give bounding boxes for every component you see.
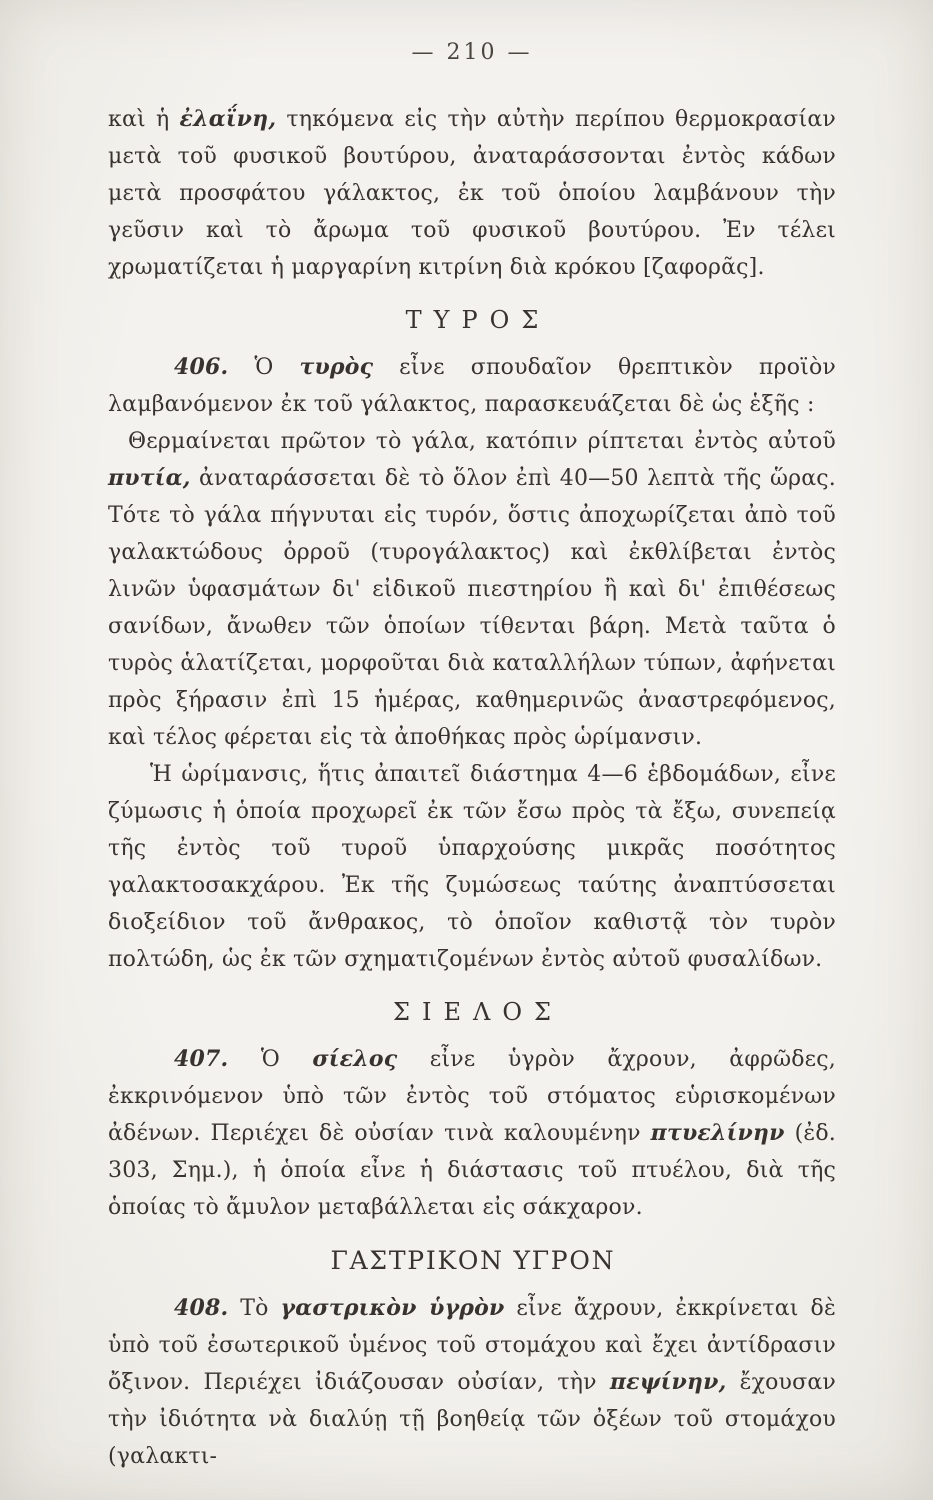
text-run: ἀναταράσσεται δὲ τὸ ὅλον ἐπὶ 40—50 λεπτὰ τῆς ὥρας. Τότε τὸ γάλα πήγνυται εἰς τυρόν, ὅστις ἀποχωρίζεται ἀπὸ τοῦ γαλακτώδους ὀρροῦ (τυρογάλακτος) καὶ ἐκθλίβεται ἐντὸς λινῶν ὑφασμάτων δι' εἰδικοῦ πιεστηρίου ἢ καὶ δι' ἐπιθέσεως σανίδων, ἄνωθεν τῶν ὁποίων τίθενται βάρη. Μετὰ ταῦτα ὁ τυρὸς ἁλατίζεται, μορφοῦται διὰ καταλλήλων τύπων, ἀφήνεται πρὸς ξήρασιν ἐπὶ 15 ἡμέρας, καθημερινῶς ἀναστρεφόμενος, καὶ τέλος φέρεται εἰς τὰ ἀποθήκας πρὸς ὡρίμανσιν. — [108, 466, 836, 750]
emphasized-term: γαστρικὸν ὑγρὸν — [280, 1295, 505, 1321]
text-run: Ἡ ὡρίμανσις, ἥτις ἀπαιτεῖ διάστημα 4—6 ἑβδομάδων, εἶνε ζύμωσις ἡ ὁποία προχωρεῖ ἐκ τῶν ἔσω πρὸς τὰ ἔξω, συνεπείᾳ τῆς ἐντὸς τοῦ τυροῦ ὑπαρχούσης μικρᾶς ποσότητος γαλακτοσακχάρου. Ἐκ τῆς ζυμώσεως ταύτης ἀναπτύσσεται διοξείδιον τοῦ ἄνθρακος, τὸ ὁποῖον καθιστᾷ τὸν τυρὸν πολτώδη, ὡς ἐκ τῶν σχηματιζομένων ἐντὸς αὐτοῦ φυσαλίδων. — [108, 762, 836, 972]
section-heading: ΓΑΣΤΡΙΚΟΝ ΥΓΡΟΝ — [330, 1246, 616, 1275]
page-content — [108, 101, 836, 1475]
text-run: (ἐδ. 303, Σημ.), ἡ ὁποία εἶνε ἡ διάστασις τοῦ πτυέλου, διὰ τῆς ὁποίας τὸ ἄμυλον μεταβάλλεται εἰς σάκχαρον. — [108, 1121, 837, 1220]
emphasized-term: 408. — [174, 1295, 229, 1321]
emphasized-term: σίελος — [312, 1046, 398, 1072]
emphasized-term: πεψίνην, — [609, 1369, 727, 1395]
text-run: εἶνε ὑγρὸν ἄχρουν, ἀφρῶδες, ἐκκρινόμενον ὑπὸ τῶν ἐντὸς τοῦ στόματος εὑρισκομένων ἀδένων. Περιέχει δὲ οὐσίαν τινὰ καλουμένην — [108, 1047, 836, 1146]
text-run: Ὁ — [228, 1047, 313, 1072]
emphasized-term: 407. — [174, 1046, 229, 1072]
paragraph — [108, 1290, 836, 1475]
emphasized-term: πτυελίνην — [650, 1120, 785, 1146]
text-run: Τὸ — [228, 1296, 281, 1321]
page-number: — 210 — — [411, 40, 533, 65]
text-run: τηκόμενα εἰς τὴν αὐτὴν περίπου θερμοκρασίαν μετὰ τοῦ φυσικοῦ βουτύρου, ἀναταράσσονται ἐντὸς κάδων μετὰ προσφάτου γάλακτος, ἐκ τοῦ ὁποίου λαμβάνουν τὴν γεῦσιν καὶ τὸ ἄρωμα τοῦ φυσικοῦ βουτύρου. Ἐν τέλει χρωματίζεται ἡ μαργαρίνη κιτρίνη διὰ κρόκου [ζαφορᾶς]. — [108, 107, 836, 280]
text-run: εἶνε ἄχρουν, ἐκκρίνεται δὲ ὑπὸ τοῦ ἐσωτερικοῦ ὑμένος τοῦ στομάχου καὶ ἔχει ἀντίδρασιν ὄξινον. Περιέχει ἰδιάζουσαν οὐσίαν, τὴν — [108, 1296, 836, 1395]
text-run: ἔχουσαν τὴν ἰδιότητα νὰ διαλύῃ τῇ βοηθείᾳ τῶν ὀξέων τοῦ στομάχου (γαλακτι- — [108, 1370, 836, 1469]
text-run: Ὁ — [228, 355, 300, 380]
paragraph — [108, 349, 836, 423]
emphasized-term: τυρὸς — [299, 354, 374, 380]
text-run: Θερμαίνεται πρῶτον τὸ γάλα, κατόπιν ρίπτεται ἐντὸς αὐτοῦ — [128, 429, 836, 454]
section-heading: ΣΙΕΛΟΣ — [393, 998, 563, 1026]
paragraph — [108, 101, 836, 286]
paragraph — [108, 756, 836, 978]
paragraph — [108, 423, 836, 756]
text-run: καὶ ἡ — [108, 107, 180, 132]
emphasized-term: ἐλαΐνη, — [179, 106, 277, 132]
paragraph — [108, 1041, 836, 1226]
section-heading: ΤΥΡΟΣ — [405, 306, 551, 334]
emphasized-term: πυτία, — [108, 465, 191, 491]
emphasized-term: 406. — [174, 354, 229, 380]
text-run: εἶνε σπουδαῖον θρεπτικὸν προϊὸν λαμβανόμενον ἐκ τοῦ γάλακτος, παρασκευάζεται δὲ ὡς ἑξῆς : — [108, 355, 836, 417]
